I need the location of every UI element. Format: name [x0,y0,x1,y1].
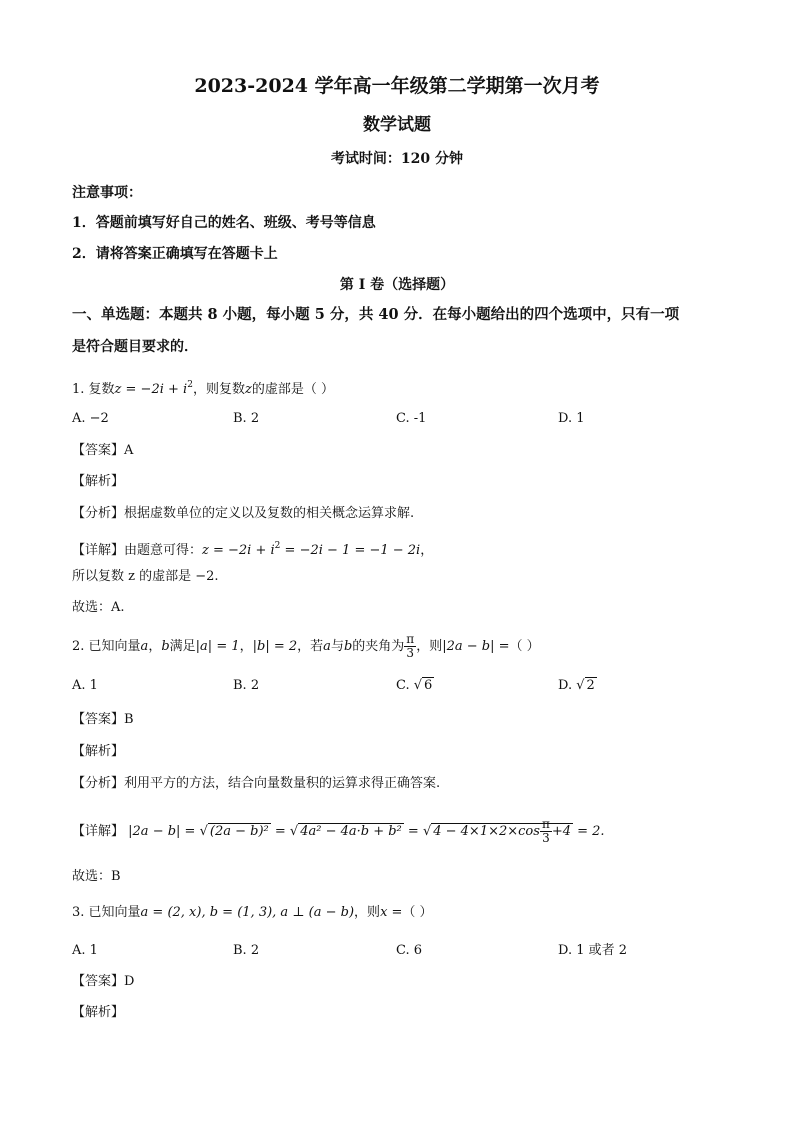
question-3-answer: 【答案】D [72,974,135,989]
question-3-stem: 3. 已知向量a = (2, x), b = (1, 3), a ⊥ (a − b)，则x =（ ） [72,905,433,920]
notes-heading: 注意事项： [72,185,142,201]
exam-time: 考试时间：120 分钟 [330,151,464,167]
section-title: 第 I 卷（选择题） [339,277,455,293]
question-1-answer: 【答案】A [72,443,134,458]
question-1-stem: 1. 复数$z = -2i + i^2$，则复数z的虚部是（ ） [72,380,334,397]
question-1-option-a: A. −2 [72,411,109,426]
question-1-fenxi: 【分析】根据虚数单位的定义以及复数的相关概念运算求解. [72,506,415,521]
pi-over-3-fraction: $\frac{\pi}{3}$ [406,632,415,660]
question-2-option-a: A. 1 [72,678,98,693]
question-1-option-d: D. 1 [558,411,585,426]
question-3-option-b: B. 2 [233,943,260,958]
notes-item-1: 1．答题前填写好自己的姓名、班级、考号等信息 [72,215,376,231]
question-2-answer: 【答案】B [72,712,134,727]
question-1-analysis-label: 【解析】 [72,474,125,489]
question-2-stem: 2. 已知向量a，b满足|a| = 1，|b| = 2，若a与b的夹角为 $\frac{\pi}{3}$ ，则|2a − b| =（ ） [72,632,540,660]
question-1-choice: 故选：A. [72,600,125,615]
question-2-option-d: D. √ 2 [558,678,595,693]
section-intro-line-2: 是符合题目要求的． [72,339,198,355]
exam-title: 2023-2024 学年高一年级第二学期第一次月考 [194,75,600,97]
question-3-option-d: D. 1 或者 2 [558,943,628,958]
question-1-conclusion: 所以复数 z 的虚部是 −2. [72,569,219,584]
question-2-choice: 故选：B [72,869,121,884]
question-2-xiangjie: 【详解】 |2a − b| = √ (2a − b)² = √ 4a² − 4a·b + b² = √ 4 − 4×1×2×cos $\frac{\pi}{3}$ +4 = 2. [72,817,605,845]
question-2-option-b: B. 2 [233,678,260,693]
question-3-option-a: A. 1 [72,943,98,958]
question-3-option-c: C. 6 [396,943,423,958]
question-3-analysis-label: 【解析】 [72,1005,125,1020]
cos-radicand: 4 − 4×1×2×cos $\frac{\pi}{3}$ +4 [433,817,571,845]
question-1-option-c: C. -1 [396,411,427,426]
section-intro-line-1: 一、单选题：本题共 8 小题，每小题 5 分，共 40 分．在每小题给出的四个选项中，只有一项 [72,306,680,323]
pi-over-3-fraction-detail: $\frac{\pi}{3}$ [541,817,550,845]
question-2-fenxi: 【分析】利用平方的方法，结合向量数量积的运算求得正确答案. [72,776,441,791]
notes-item-2: 2．请将答案正确填写在答题卡上 [72,246,278,262]
question-1-xiangjie: 【详解】由题意可得：$z = -2i + i^2 = -2i - 1 = -1 - 2i$， [72,541,434,558]
exam-subtitle: 数学试题 [363,115,431,135]
question-1-option-b: B. 2 [233,411,260,426]
question-2-option-c: C. √ 6 [396,678,433,693]
question-2-analysis-label: 【解析】 [72,744,125,759]
